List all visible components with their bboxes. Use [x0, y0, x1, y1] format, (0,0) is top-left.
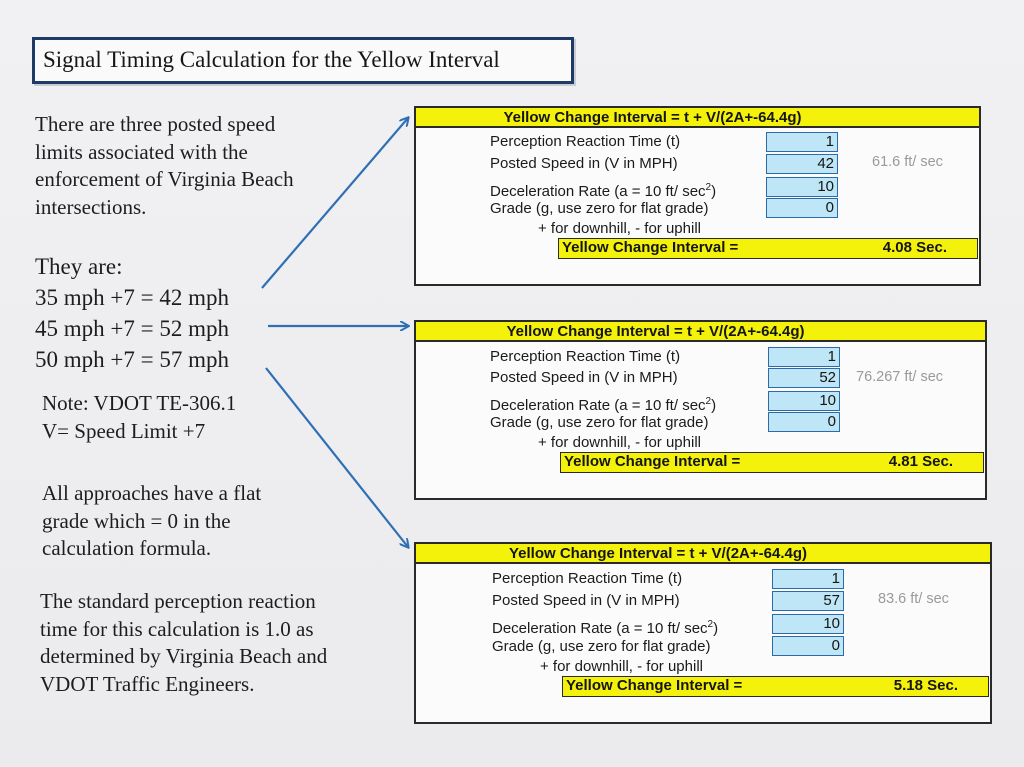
perception-note-line: determined by Virginia Beach and — [40, 644, 328, 668]
speed-fps: 61.6 ft/ sec — [872, 154, 943, 170]
speed-item-50: 50 mph +7 = 57 mph — [35, 347, 229, 372]
result-bar — [560, 452, 984, 473]
calc-box-52mph — [414, 320, 987, 500]
result-value: 4.81 Sec. — [888, 453, 953, 470]
note-line: Note: VDOT TE-306.1 — [42, 391, 237, 415]
result-label: Yellow Change Interval = — [564, 453, 741, 470]
decel-value[interactable]: 10 — [766, 177, 838, 197]
arrow-to-calc-57 — [266, 368, 408, 547]
slide-title-text: Signal Timing Calculation for the Yellow Interval — [43, 47, 500, 72]
perception-label: Perception Reaction Time (t) — [490, 348, 681, 365]
grade-note-line: All approaches have a flat — [42, 481, 262, 505]
result-label: Yellow Change Interval = — [566, 677, 743, 694]
grade-value[interactable]: 0 — [772, 636, 844, 656]
decel-label: Deceleration Rate (a = 10 ft/ $\sec^2$) — [490, 396, 717, 414]
result-bar — [562, 676, 989, 697]
arrow-to-calc-42 — [262, 118, 408, 288]
grade-value[interactable]: 0 — [766, 198, 838, 218]
intro-line: enforcement of Virginia Beach — [35, 167, 294, 191]
perception-value[interactable]: 1 — [768, 347, 840, 367]
speed-value[interactable]: 42 — [766, 154, 838, 174]
calc-box-57mph — [414, 542, 992, 724]
formula-header: Yellow Change Interval = t + V/(2A+-64.4g) — [416, 108, 979, 128]
perception-value[interactable]: 1 — [766, 132, 838, 152]
speed-list-heading: They are: — [35, 254, 123, 279]
grade-value[interactable]: 0 — [768, 412, 840, 432]
grade-sublabel: + for downhill, - for uphill — [540, 658, 703, 675]
calc-box-42mph — [414, 106, 981, 286]
perception-label: Perception Reaction Time (t) — [492, 570, 683, 587]
formula-header: Yellow Change Interval = t + V/(2A+-64.4g) — [416, 322, 985, 342]
speed-label: Posted Speed in (V in MPH) — [490, 369, 678, 386]
intro-line: intersections. — [35, 194, 147, 219]
grade-label: Grade (g, use zero for flat grade) — [492, 638, 711, 655]
result-value: 4.08 Sec. — [882, 239, 947, 256]
speed-fps: 76.267 ft/ sec — [856, 369, 944, 385]
decel-label: Deceleration Rate (a = 10 ft/ $\sec^2$) — [490, 182, 717, 200]
perception-label: Perception Reaction Time (t) — [490, 133, 681, 150]
formula-header: Yellow Change Interval = t + V/(2A+-64.4g) — [416, 544, 990, 564]
grade-note-line: grade which = 0 in the — [42, 508, 231, 533]
perception-note-line: VDOT Traffic Engineers. — [40, 671, 255, 696]
result-value: 5.18 Sec. — [893, 677, 958, 694]
speed-item-45: 45 mph +7 = 52 mph — [35, 316, 229, 341]
decel-value[interactable]: 10 — [772, 614, 844, 634]
perception-value[interactable]: 1 — [772, 569, 844, 589]
result-label: Yellow Change Interval = — [562, 239, 739, 256]
speed-label: Posted Speed in (V in MPH) — [492, 592, 680, 609]
perception-note-line: time for this calculation is 1.0 as — [40, 616, 314, 641]
grade-note-line: calculation formula. — [42, 536, 212, 560]
speed-label: Posted Speed in (V in MPH) — [490, 155, 678, 172]
intro-line: There are three posted speed — [35, 112, 276, 136]
decel-value[interactable]: 10 — [768, 391, 840, 411]
result-bar — [558, 238, 978, 259]
speed-fps: 83.6 ft/ sec — [878, 591, 949, 607]
decel-label: Deceleration Rate (a = 10 ft/ $\sec^2$) — [492, 619, 719, 637]
grade-label: Grade (g, use zero for flat grade) — [490, 414, 709, 431]
speed-value[interactable]: 52 — [768, 368, 840, 388]
grade-sublabel: + for downhill, - for uphill — [538, 434, 701, 451]
perception-note-line: The standard perception reaction — [40, 589, 316, 613]
speed-item-35: 35 mph +7 = 42 mph — [35, 285, 229, 310]
speed-value[interactable]: 57 — [772, 591, 844, 611]
grade-sublabel: + for downhill, - for uphill — [538, 220, 701, 237]
intro-line: limits associated with the — [35, 139, 248, 164]
note-line: V= Speed Limit +7 — [42, 418, 206, 443]
grade-label: Grade (g, use zero for flat grade) — [490, 200, 709, 217]
